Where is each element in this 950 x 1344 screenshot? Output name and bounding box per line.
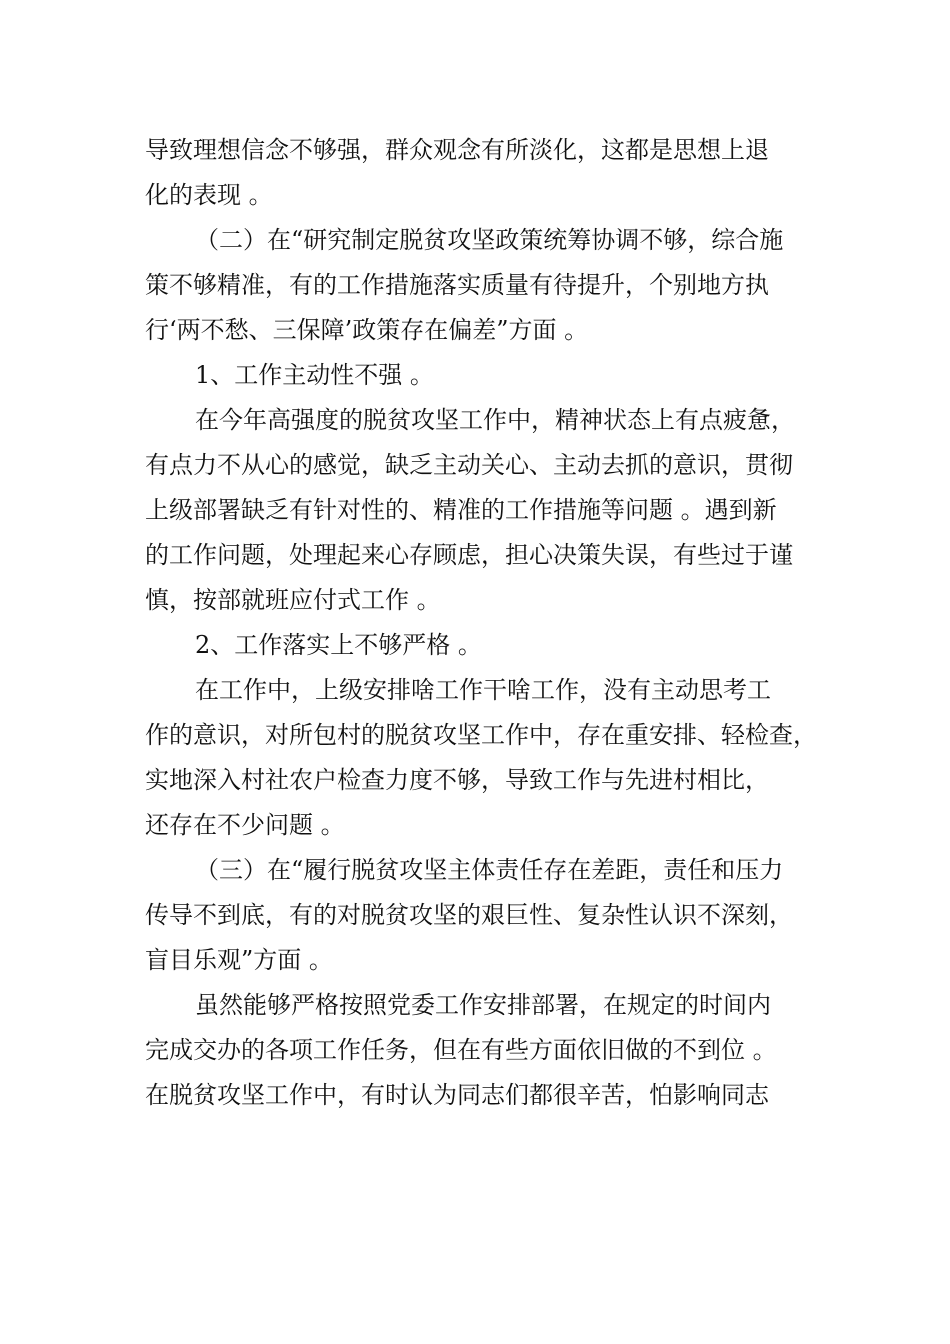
text-line: 盲目乐观”方面 。: [145, 946, 333, 974]
text-line: 行‘两不愁、三保障’政策存在偏差”方面 。: [145, 316, 589, 344]
text-line: 虽然能够严格按照党委工作安排部署，在规定的时间内: [195, 991, 771, 1019]
text-line: 化的表现 。: [145, 181, 273, 209]
text-line: 在脱贫攻坚工作中，有时认为同志们都很辛苦，怕影响同志: [145, 1081, 769, 1109]
text-line: 还存在不少问题 。: [145, 811, 345, 839]
text-line: 导致理想信念不够强，群众观念有所淡化，这都是思想上退: [145, 136, 769, 164]
text-line: 有点力不从心的感觉，缺乏主动关心、主动去抓的意识，贯彻: [145, 451, 793, 479]
text-line: 在工作中，上级安排啥工作干啥工作，没有主动思考工: [195, 676, 771, 704]
text-line: 1、工作主动性不强 。: [195, 361, 434, 389]
text-line: 传导不到底，有的对脱贫攻坚的艰巨性、复杂性认识不深刻，: [145, 901, 793, 929]
text-line: 的工作问题，处理起来心存顾虑，担心决策失误，有些过于谨: [145, 541, 793, 569]
text-line: 作的意识，对所包村的脱贫攻坚工作中，存在重安排、轻检查，: [145, 721, 817, 749]
text-line: 策不够精准，有的工作措施落实质量有待提升，个别地方执: [145, 271, 769, 299]
text-line: 上级部署缺乏有针对性的、精准的工作措施等问题 。遇到新: [145, 496, 777, 524]
text-line: 实地深入村社农户检查力度不够，导致工作与先进村相比，: [145, 766, 769, 794]
text-line: 完成交办的各项工作任务，但在有些方面依旧做的不到位 。: [145, 1036, 777, 1064]
text-line: 在今年高强度的脱贫攻坚工作中，精神状态上有点疲惫，: [195, 406, 795, 434]
text-line: （三）在“履行脱贫攻坚主体责任存在差距，责任和压力: [195, 856, 784, 884]
text-line: 2、工作落实上不够严格 。: [195, 631, 482, 659]
text-line: 慎，按部就班应付式工作 。: [145, 586, 441, 614]
document-body: [145, 128, 815, 1118]
text-line: （二）在“研究制定脱贫攻坚政策统筹协调不够，综合施: [195, 226, 784, 254]
